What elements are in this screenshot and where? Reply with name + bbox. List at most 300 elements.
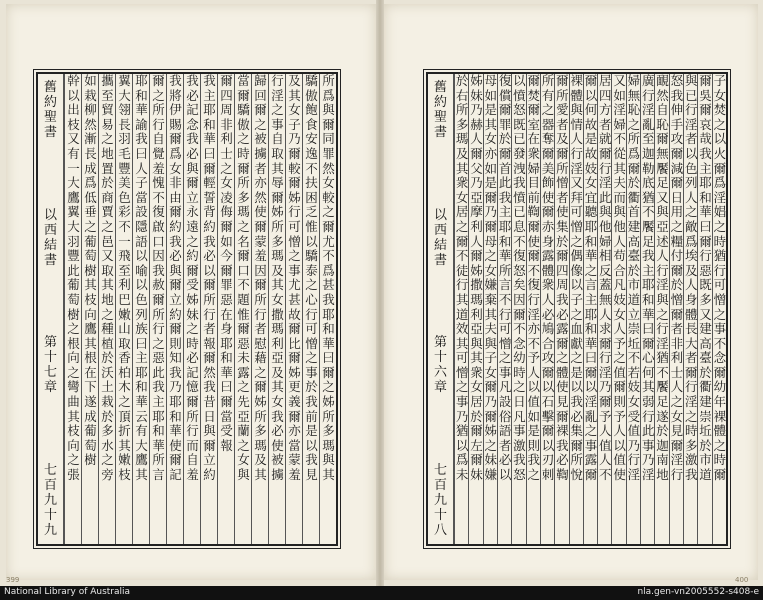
glyph: 向 (67, 437, 80, 453)
glyph: 可 (713, 277, 727, 293)
glyph: 驕 (237, 102, 250, 118)
glyph: 女 (288, 102, 301, 118)
left-page-column (285, 74, 303, 544)
glyph: 和 (169, 408, 182, 424)
glyph: 怒 (513, 467, 526, 483)
glyph: 和 (584, 321, 598, 337)
glyph: 多 (322, 423, 335, 439)
left-page-column (217, 74, 235, 544)
glyph: 妓 (584, 160, 598, 176)
glyph: 多 (101, 423, 114, 439)
glyph: 其 (288, 87, 301, 103)
glyph: 凡 (613, 277, 626, 293)
glyph: 憎 (455, 364, 469, 380)
glyph: 較 (288, 160, 301, 176)
glyph: 折 (118, 423, 131, 439)
glyph: 足 (641, 233, 655, 249)
glyph: 淫 (613, 102, 626, 118)
glyph: 華 (584, 248, 598, 264)
glyph: 爾 (527, 102, 540, 118)
glyph: 爾 (220, 262, 233, 278)
glyph: 耶 (584, 306, 598, 322)
left-page-column (183, 74, 201, 544)
glyph: 娼 (713, 204, 727, 220)
glyph: 者 (556, 189, 569, 205)
glyph: 所 (322, 408, 335, 424)
glyph: 爾 (455, 233, 469, 249)
glyph: 我 (169, 74, 182, 88)
glyph: 予 (599, 408, 612, 424)
glyph: 利 (271, 335, 284, 351)
glyph: 所 (254, 408, 267, 424)
glyph: 長 (118, 116, 131, 132)
glyph: 必 (556, 452, 569, 468)
glyph: 女 (220, 175, 233, 191)
glyph: 廣 (641, 74, 655, 88)
glyph: 因 (513, 291, 526, 307)
glyph: 自 (152, 131, 165, 147)
glyph: 心 (305, 291, 318, 307)
glyph: 人 (599, 423, 612, 439)
glyph: 必 (570, 408, 583, 424)
glyph: 婦 (627, 74, 641, 88)
glyph: 我 (570, 394, 583, 410)
glyph: 爾 (152, 74, 165, 88)
glyph: 知 (169, 350, 182, 366)
glyph: 賈 (101, 204, 114, 220)
glyph: 翼 (118, 74, 131, 88)
glyph: 怒 (513, 102, 526, 118)
glyph: 所 (541, 74, 555, 88)
glyph: 故 (288, 306, 301, 322)
glyph: 置 (101, 160, 114, 176)
glyph: 豐 (118, 160, 131, 176)
glyph: 於 (455, 74, 469, 88)
glyph: 不 (455, 248, 469, 264)
glyph: 所 (322, 74, 335, 88)
glyph: 建 (699, 321, 712, 337)
left-running-header (38, 74, 64, 544)
glyph: 爾 (527, 218, 540, 234)
glyph: 周 (556, 277, 569, 293)
glyph: 必 (498, 452, 512, 468)
glyph: 美 (541, 160, 555, 176)
glyph: 與 (470, 335, 483, 351)
glyph: 行 (152, 116, 165, 132)
glyph: 憎 (570, 218, 583, 234)
glyph: 何 (641, 364, 655, 380)
right-text-frame (426, 72, 728, 546)
glyph: 已 (684, 87, 698, 103)
glyph: 報 (203, 335, 216, 351)
glyph: 爾 (670, 175, 684, 191)
glyph: 記 (186, 102, 199, 118)
glyph: 埃 (684, 248, 698, 264)
glyph: 多 (455, 116, 469, 132)
glyph: 大 (135, 437, 148, 453)
glyph: 見 (305, 467, 318, 483)
glyph: 室 (527, 116, 540, 132)
glyph: 成 (84, 160, 97, 176)
glyph: 自 (656, 102, 669, 118)
glyph: 爾 (613, 379, 626, 395)
glyph: 事 (271, 116, 284, 132)
glyph: 之 (305, 277, 318, 293)
glyph: 行 (271, 74, 284, 88)
glyph: 人 (541, 291, 555, 307)
glyph: 爾 (541, 204, 555, 220)
header-glyph: 以 (433, 207, 447, 223)
glyph: 行 (570, 145, 583, 161)
glyph: 可 (305, 321, 318, 337)
glyph: 攻 (670, 131, 684, 147)
glyph: 不 (713, 335, 727, 351)
glyph: 無 (656, 145, 669, 161)
glyph: 如 (613, 87, 626, 103)
glyph: 是 (305, 423, 318, 439)
left-page-column (132, 74, 150, 544)
glyph: 值 (627, 423, 641, 439)
glyph: 其 (455, 160, 469, 176)
glyph: 臺 (699, 350, 712, 366)
glyph: 所 (237, 175, 250, 191)
glyph: 反 (599, 262, 612, 278)
glyph: 行 (288, 204, 301, 220)
glyph: 爾 (288, 321, 301, 337)
glyph: 淫 (641, 102, 655, 118)
glyph: 我 (203, 379, 216, 395)
glyph: 復 (513, 248, 526, 264)
glyph: 者 (684, 131, 698, 147)
left-text-frame (36, 72, 338, 546)
glyph: 與 (599, 204, 612, 220)
glyph: 居 (599, 74, 612, 88)
glyph: 其 (455, 335, 469, 351)
right-running-header (428, 74, 454, 544)
header-glyph: 八 (433, 522, 447, 538)
glyph: 念 (186, 116, 199, 132)
glyph: 行 (656, 321, 669, 337)
glyph: 士 (670, 364, 684, 380)
right-page-column (540, 74, 555, 544)
glyph: 驕 (305, 74, 318, 88)
glyph: 其 (470, 350, 483, 366)
glyph: 乏 (305, 204, 318, 220)
glyph: 爾 (556, 248, 569, 264)
header-glyph: 六 (433, 365, 447, 381)
glyph: 云 (135, 408, 148, 424)
glyph: 念 (713, 350, 727, 366)
glyph: 我 (203, 74, 216, 88)
glyph: 姊 (322, 394, 335, 410)
glyph: 口 (152, 233, 165, 249)
glyph: 迦 (656, 437, 669, 453)
glyph: 與 (186, 160, 199, 176)
glyph: 立 (186, 189, 199, 205)
glyph: 與 (684, 74, 698, 88)
glyph: 葡 (84, 233, 97, 249)
glyph: 爾 (556, 145, 569, 161)
glyph: 復 (527, 277, 540, 293)
glyph: 曰 (322, 350, 335, 366)
glyph: 當 (220, 408, 233, 424)
glyph: 曰 (203, 145, 216, 161)
glyph: 爾 (203, 350, 216, 366)
glyph: 因 (254, 262, 267, 278)
glyph: 姊 (484, 423, 498, 439)
glyph: 又 (101, 248, 114, 264)
glyph: 色 (118, 189, 131, 205)
glyph: 多 (271, 233, 284, 249)
glyph: 效 (455, 321, 469, 337)
glyph: 息 (513, 218, 526, 234)
glyph: 因 (152, 248, 165, 264)
glyph: 曰 (641, 321, 655, 337)
glyph: 我 (513, 452, 526, 468)
glyph: 淫 (656, 335, 669, 351)
glyph: 女 (470, 379, 483, 395)
glyph: 以 (541, 379, 555, 395)
glyph: 時 (684, 423, 698, 439)
glyph: 爲 (713, 175, 727, 191)
glyph: 華 (152, 437, 165, 453)
right-page-column (669, 74, 684, 544)
glyph: 耶 (498, 218, 512, 234)
glyph: 設 (498, 394, 512, 410)
glyph: 身 (220, 321, 233, 337)
glyph: 語 (498, 423, 512, 439)
glyph: 同 (322, 131, 335, 147)
glyph: 耶 (169, 394, 182, 410)
glyph: 人 (684, 189, 698, 205)
glyph: 所 (556, 87, 569, 103)
glyph: 與 (656, 204, 669, 220)
glyph: 予 (613, 335, 626, 351)
glyph: 鷹 (135, 452, 148, 468)
header-glyph: 聖 (43, 110, 57, 125)
glyph: 愛 (556, 102, 569, 118)
glyph: 向 (84, 306, 97, 322)
glyph: 衆 (527, 145, 540, 161)
glyph: 必 (186, 145, 199, 161)
glyph: 拜 (570, 189, 583, 205)
glyph: 聽 (584, 204, 598, 220)
glyph: 爾 (186, 175, 199, 191)
glyph: 故 (584, 145, 598, 161)
glyph: 姊 (470, 74, 483, 88)
glyph: 幼 (513, 350, 526, 366)
glyph: 愧 (152, 175, 165, 191)
glyph: 與 (322, 452, 335, 468)
left-page-column (319, 74, 337, 544)
glyph: 我 (322, 291, 335, 307)
glyph: 攻 (541, 350, 555, 366)
glyph: 爾 (186, 262, 199, 278)
glyph: 不 (152, 189, 165, 205)
glyph: 則 (169, 335, 182, 351)
left-page-column (302, 74, 320, 544)
glyph: 之 (101, 131, 114, 147)
glyph: 之 (118, 394, 131, 410)
glyph: 以 (527, 379, 540, 395)
header-glyph: 九 (433, 492, 447, 508)
glyph: 集 (570, 423, 583, 439)
glyph: 猶 (713, 248, 727, 264)
glyph: 體 (556, 364, 569, 380)
glyph: 事 (713, 321, 727, 337)
glyph: 然 (656, 87, 669, 103)
glyph: 糧 (670, 233, 684, 249)
glyph: 行 (684, 379, 698, 395)
glyph: 所 (152, 306, 165, 322)
glyph: 人 (570, 131, 583, 147)
glyph: 約 (186, 248, 199, 264)
glyph: 及 (254, 452, 267, 468)
glyph: 之 (713, 306, 727, 322)
glyph: 淫 (570, 160, 583, 176)
glyph: 其 (84, 277, 97, 293)
glyph: 爾 (322, 116, 335, 132)
glyph: 語 (135, 233, 148, 249)
glyph: 勒 (641, 160, 655, 176)
left-page-column (268, 74, 286, 544)
glyph: 此 (152, 364, 165, 380)
glyph: 必 (556, 306, 569, 322)
glyph: 不 (322, 248, 335, 264)
glyph: 復 (152, 204, 165, 220)
glyph: 露 (584, 452, 598, 468)
glyph: 爾 (220, 394, 233, 410)
glyph: 女 (584, 175, 598, 191)
glyph: 有 (541, 87, 555, 103)
glyph: 恥 (656, 116, 669, 132)
glyph: 減 (670, 160, 684, 176)
glyph: 行 (627, 452, 641, 468)
glyph: 妓 (627, 379, 641, 395)
glyph: 時 (513, 364, 526, 380)
glyph: 擊 (541, 408, 555, 424)
glyph: 之 (67, 321, 80, 337)
glyph: 歸 (254, 74, 267, 88)
glyph: 與 (570, 102, 583, 118)
glyph: 身 (684, 291, 698, 307)
glyph: 記 (186, 364, 199, 380)
glyph: 事 (305, 364, 318, 380)
glyph: 不 (305, 160, 318, 176)
glyph: 葡 (67, 277, 80, 293)
glyph: 和 (584, 233, 598, 249)
glyph: 故 (584, 116, 598, 132)
glyph: 立 (203, 452, 216, 468)
glyph: 爾 (271, 189, 284, 205)
glyph: 婦 (613, 116, 626, 132)
glyph: 於 (699, 437, 712, 453)
header-glyph: 第 (433, 335, 447, 351)
right-page-column (511, 74, 526, 544)
glyph: 昔 (203, 394, 216, 410)
glyph: 念 (513, 335, 526, 351)
right-page-column (569, 74, 584, 544)
glyph: 人 (670, 379, 684, 395)
glyph: 羞 (186, 467, 199, 483)
glyph: 題 (237, 291, 250, 307)
glyph: 與 (484, 335, 498, 351)
glyph: 徒 (455, 262, 469, 278)
glyph: 大 (67, 175, 80, 191)
glyph: 華 (135, 102, 148, 118)
glyph: 苟 (613, 248, 626, 264)
right-page-column (626, 74, 641, 544)
glyph: 爾 (470, 423, 483, 439)
glyph: 亞 (656, 218, 669, 234)
glyph: 行 (641, 408, 655, 424)
glyph: 爾 (670, 437, 684, 453)
glyph: 必 (541, 306, 555, 322)
glyph: 較 (322, 189, 335, 205)
glyph: 衆 (470, 364, 483, 380)
glyph: 至 (118, 262, 131, 278)
glyph: 爾 (699, 102, 712, 118)
glyph: 而 (186, 437, 199, 453)
header-glyph: 七 (43, 365, 57, 381)
glyph: 取 (271, 145, 284, 161)
glyph: 種 (101, 321, 114, 337)
glyph: 與 (613, 204, 626, 220)
glyph: 之 (237, 379, 250, 395)
glyph: 爾 (484, 408, 498, 424)
glyph: 瑪 (271, 248, 284, 264)
glyph: 行 (641, 87, 655, 103)
glyph: 爾 (498, 102, 512, 118)
glyph: 與 (203, 423, 216, 439)
glyph: 棄 (484, 291, 498, 307)
glyph: 長 (684, 321, 698, 337)
glyph: 然 (322, 160, 335, 176)
glyph: 摩 (470, 204, 483, 220)
glyph: 以 (67, 87, 80, 103)
glyph: 驕 (305, 248, 318, 264)
glyph: 人 (613, 423, 626, 439)
left-margin-mark: 399 (6, 576, 20, 584)
glyph: 當 (237, 74, 250, 88)
glyph: 赤 (541, 218, 555, 234)
glyph: 喻 (135, 262, 148, 278)
glyph: 如 (484, 87, 498, 103)
glyph: 恥 (627, 102, 641, 118)
glyph: 翼 (67, 204, 80, 220)
glyph: 其 (322, 467, 335, 483)
glyph: 香 (118, 350, 131, 366)
glyph: 和 (203, 116, 216, 132)
glyph: 女 (237, 452, 250, 468)
glyph: 居 (455, 204, 469, 220)
glyph: 爲 (627, 145, 641, 161)
glyph: 之 (541, 102, 555, 118)
glyph: 怒 (513, 262, 526, 278)
glyph: 淫 (584, 394, 598, 410)
glyph: 女 (484, 131, 498, 147)
header-glyph: 十 (433, 507, 447, 523)
glyph: 曰 (220, 379, 233, 395)
glyph: 慰 (254, 335, 267, 351)
glyph: 主 (203, 87, 216, 103)
glyph: 我 (556, 291, 569, 307)
glyph: 人 (470, 233, 483, 249)
glyph: 乃 (484, 394, 498, 410)
glyph: 於 (470, 408, 483, 424)
left-page-number (44, 463, 57, 538)
glyph: 又 (570, 175, 583, 191)
